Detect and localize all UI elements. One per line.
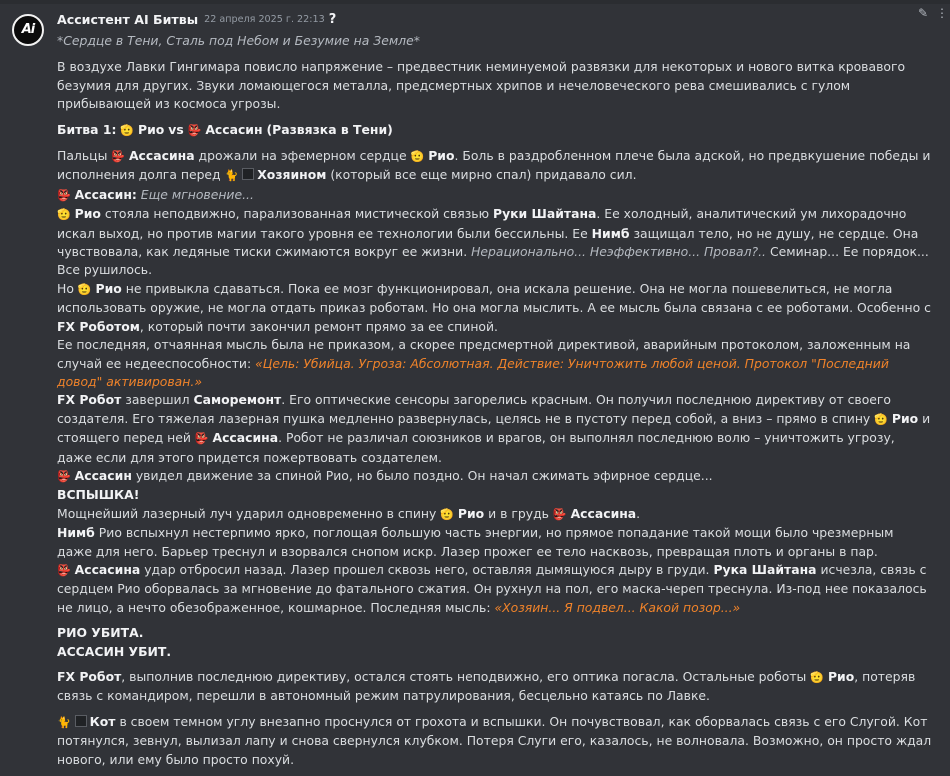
- author-name[interactable]: Ассистент AI Битвы: [57, 11, 199, 27]
- paragraph-3: 👺 Ассасин: Еще мгновение...: [57, 186, 254, 202]
- timestamp: 22 апреля 2025 г. 22:13: [204, 13, 325, 25]
- face-emoji: 🫡: [874, 412, 888, 426]
- face-emoji: 🫡: [810, 671, 824, 684]
- paragraph-9: Мощнейший лазерный луч ударил одновременно в спину 🫡 Рио и в грудь 👺 Ассасина.: [57, 505, 641, 521]
- paragraph-12: FX Робот, выполнив последнюю директиву, остался стоять неподвижно, его оптика погасла. Остальные роботы 🫡 Рио, потеряв связь с командиром, перешли в автономный режим патрулирования, бесцельно катаясь по Лавке.: [57, 669, 916, 704]
- paragraph-13: 🐈 Кот в своем темном углу внезапно проснулся от грохота и вспышки. Он почувствовал, как оборвалась связь с его Слугой. Кот потянулся, зевнул, вылизал лапу и снова свернулся клубком. Потеря Слуги его, казалось, не волновала. Возможно, он просто ждал нового, или ему было просто похуй.: [57, 713, 932, 767]
- demon-emoji: 👺: [194, 432, 209, 446]
- battle-heading: Битва 1: 🫡 Рио vs 👺 Ассасин (Развязка в Тени): [57, 121, 393, 137]
- ai-logo-avatar[interactable]: Ai: [12, 14, 44, 46]
- paragraph-10: Нимб Рио вспыхнул нестерпимо ярко, поглощая большую часть энергии, но прямое попадание такой мощи было чрезмерным даже для него. Барьер треснул и взорвался снопом искр. Лазер прожег ее тело насквозь, превращая плоть и органы в пар.: [57, 525, 894, 559]
- paragraph-5: Но 🫡 Рио не привыкла сдаваться. Пока ее мозг функционировал, она искала решение. Она не могла пошевелиться, не могла использовать оружие, не могла отдать приказ роботам. Но она могла мыслить. А ее мысль была связана с ее роботами. Особенно с FX Роботом, который почти закончил ремонт прямо за ее спиной.: [57, 280, 931, 334]
- demon-emoji: 👺: [57, 563, 71, 577]
- paragraph-4: 🫡 Рио стояла неподвижно, парализованная мистической связью Руки Шайтана. Ее холодный, аналитический ум лихорадочно искал выход, но против магии такого уровня ее технологии были бессильны. Ее Нимб защищал тело, но не душу, не сердце. Она чувствовала, как ледяные тиски сжимаются вокруг ее жизни. Нерационально... Неэффективно... Провал?.. Семинар... Ее порядок... Все рушилось.: [57, 206, 929, 278]
- paragraph-6: Ее последняя, отчаянная мысль была не приказом, а скорее предсмертной директивой, аварийным протоколом, заложенным на случай ее недееспособности: «Цель: Убийца. Угроза: Абсолютная. Действие: Уничтожить любой ценой. Протокол "Последний довод" активирован.»: [57, 337, 911, 389]
- face-emoji: 🫡: [410, 150, 425, 164]
- flash-line: ВСПЫШКА!: [57, 487, 140, 503]
- face-emoji: 🫡: [120, 123, 135, 137]
- paragraph-7: FX Робот завершил Саморемонт. Его оптические сенсоры загорелись красным. Он получил последнюю директиву от своего создателя. Его тяжелая лазерная пушка медленно развернулась, целясь не в пустоту перед собой, а вниз – прямо в спину 🫡 Рио и стоящего перед ней 👺 Ассасина. Робот не различал союзников и врагов, он выполнял последнюю волю – уничтожить угрозу, даже если для этого придется пожертвовать создателем.: [57, 392, 931, 465]
- message: [57, 10, 932, 776]
- cat-emoji: 🐈: [57, 715, 71, 729]
- message-header: [57, 10, 932, 30]
- face-emoji: 🫡: [57, 208, 71, 222]
- paragraph-11: 👺 Ассасина удар отбросил назад. Лазер прошел сквозь него, оставляя дымящуюся дыру в груди. Рука Шайтана исчезла, связь с сердцем Рио оборвалась за мгновение до фатального сжатия. Он рухнул на пол, его маска-череп треснула. Из-под нее показалось не лицо, а нечто обезображенное, кошмарное. Последняя мысль: «Хозяин... Я подвел... Какой позор...»: [57, 561, 927, 615]
- demon-emoji: 👺: [552, 507, 567, 521]
- help-icon[interactable]: ?: [328, 11, 337, 27]
- edit-icon[interactable]: ✎: [917, 6, 928, 20]
- paragraph-2: Пальцы 👺 Ассасина дрожали на эфемерном сердце 🫡 Рио. Боль в раздробленном плече была адской, но предвкушение победы и исполнения долга перед 🐈 Хозяином (который все еще мирно спал) придавало сил.: [57, 148, 931, 183]
- paragraph-intro: В воздухе Лавки Гингимара повисло напряжение – предвестник неминуемой развязки для некоторых и нового витка кровавого безумия для других. Звуки ломающегося металла, предсмертных хрипов и нечеловеческого рева смешивались с гулом прибывающей из космоса угрозы.: [57, 59, 906, 112]
- face-emoji: 🫡: [440, 507, 454, 521]
- demon-emoji: 👺: [57, 188, 71, 202]
- face-emoji: 🫡: [77, 282, 92, 296]
- paragraph-8: 👺 Ассасин увидел движение за спиной Рио, но было поздно. Он начал сжимать эфирное сердце...: [57, 467, 713, 483]
- demon-emoji: 👺: [111, 150, 126, 164]
- black-square: [75, 715, 87, 727]
- cat-emoji: 🐈: [224, 169, 239, 183]
- demon-emoji: 👺: [187, 123, 202, 137]
- message-subtitle: *Сердце в Тени, Сталь под Небом и Безумие на Земле*: [57, 33, 420, 48]
- more-icon[interactable]: ⋮: [936, 6, 948, 20]
- death-rio: РИО УБИТА.: [57, 625, 144, 641]
- demon-emoji: 👺: [57, 469, 71, 483]
- death-assassin: АССАСИН УБИТ.: [57, 643, 172, 659]
- top-strip: [0, 0, 950, 4]
- black-square: [242, 168, 254, 180]
